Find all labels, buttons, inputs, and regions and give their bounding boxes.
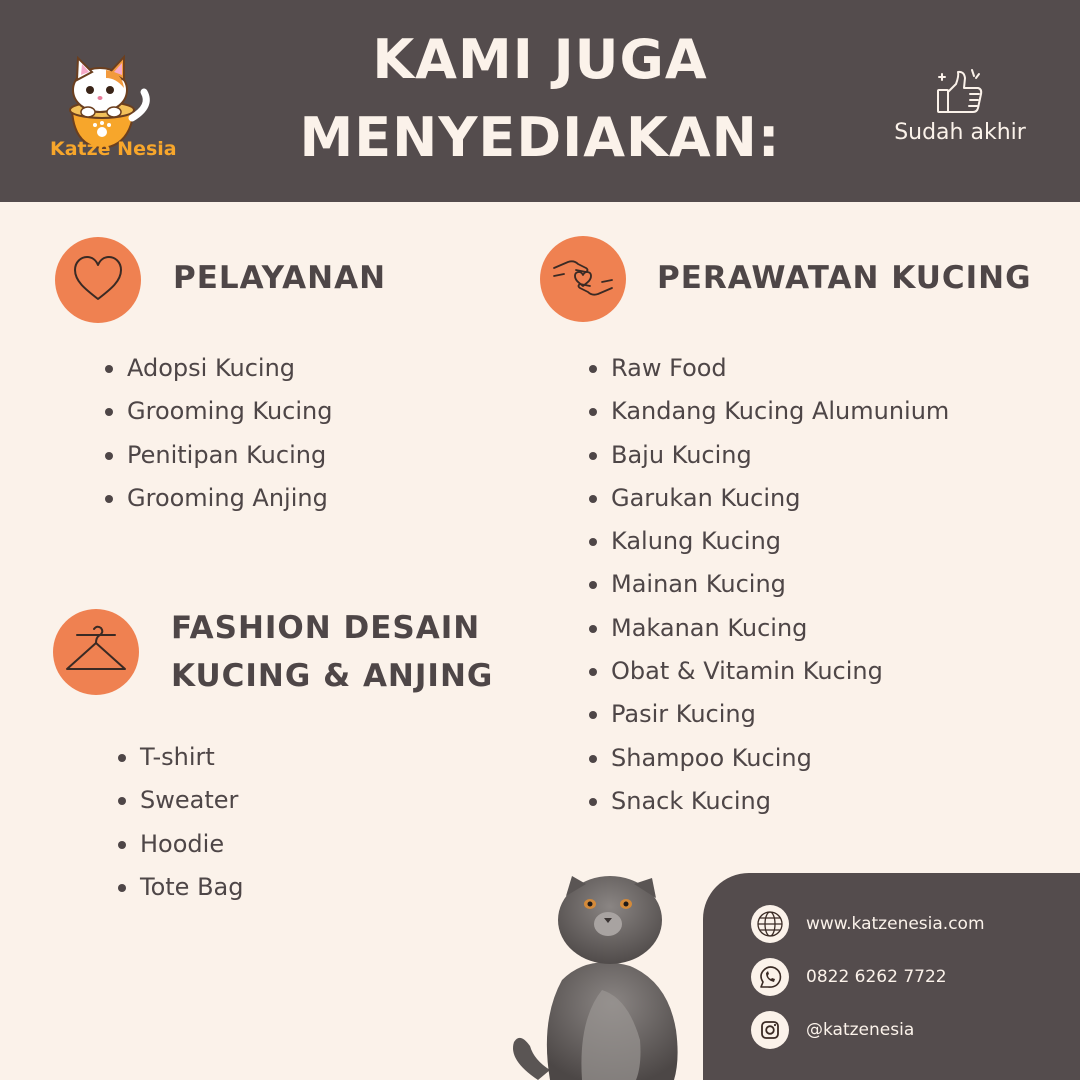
contact-website[interactable] <box>751 904 985 944</box>
finished-label: Sudah akhir <box>894 120 1026 145</box>
list-item: Penitipan Kucing <box>105 434 333 477</box>
header-banner <box>0 0 1080 202</box>
contact-panel <box>703 873 1080 1080</box>
globe-icon <box>751 905 789 943</box>
whatsapp-icon <box>751 958 789 996</box>
list-item: Obat & Vitamin Kucing <box>589 650 949 693</box>
list-item: Pasir Kucing <box>589 693 949 736</box>
section-title-pelayanan: PELAYANAN <box>173 260 387 296</box>
list-item: Tote Bag <box>118 866 243 909</box>
hanger-icon <box>53 609 139 695</box>
list-item: Kalung Kucing <box>589 520 949 563</box>
phone-text[interactable]: 0822 6262 7722 <box>806 967 947 987</box>
list-item: Sweater <box>118 779 243 822</box>
list-item: Makanan Kucing <box>589 607 949 650</box>
brand-name: Katze Nesia <box>50 138 177 160</box>
page-title-line2: MENYEDIAKAN: <box>299 106 781 169</box>
section-title-perawatan: PERAWATAN KUCING <box>657 260 1032 296</box>
list-item: Raw Food <box>589 347 949 390</box>
caring-hands-icon <box>540 236 626 322</box>
list-item: Mainan Kucing <box>589 563 949 606</box>
list-item: Baju Kucing <box>589 434 949 477</box>
list-item: Garukan Kucing <box>589 477 949 520</box>
perawatan-list <box>589 347 949 823</box>
thumbs-up-icon <box>932 66 988 116</box>
list-item: Hoodie <box>118 823 243 866</box>
section-title-fashion-line1: FASHION DESAIN <box>171 610 481 646</box>
page-title-line1: KAMI JUGA <box>372 28 708 91</box>
list-item: Adopsi Kucing <box>105 347 333 390</box>
heart-icon <box>55 237 141 323</box>
list-item: Grooming Kucing <box>105 390 333 433</box>
list-item: Grooming Anjing <box>105 477 333 520</box>
contact-phone[interactable] <box>751 957 947 997</box>
section-title-fashion-line2: KUCING & ANJING <box>171 658 494 694</box>
list-item: Kandang Kucing Alumunium <box>589 390 949 433</box>
instagram-icon <box>751 1011 789 1049</box>
website-text[interactable]: www.katzenesia.com <box>806 914 985 934</box>
fashion-list <box>118 736 243 909</box>
pelayanan-list <box>105 347 333 520</box>
contact-instagram[interactable] <box>751 1010 914 1050</box>
grey-cat-photo <box>490 870 710 1080</box>
list-item: Snack Kucing <box>589 780 949 823</box>
list-item: Shampoo Kucing <box>589 737 949 780</box>
list-item: T-shirt <box>118 736 243 779</box>
instagram-text[interactable]: @katzenesia <box>806 1020 915 1040</box>
